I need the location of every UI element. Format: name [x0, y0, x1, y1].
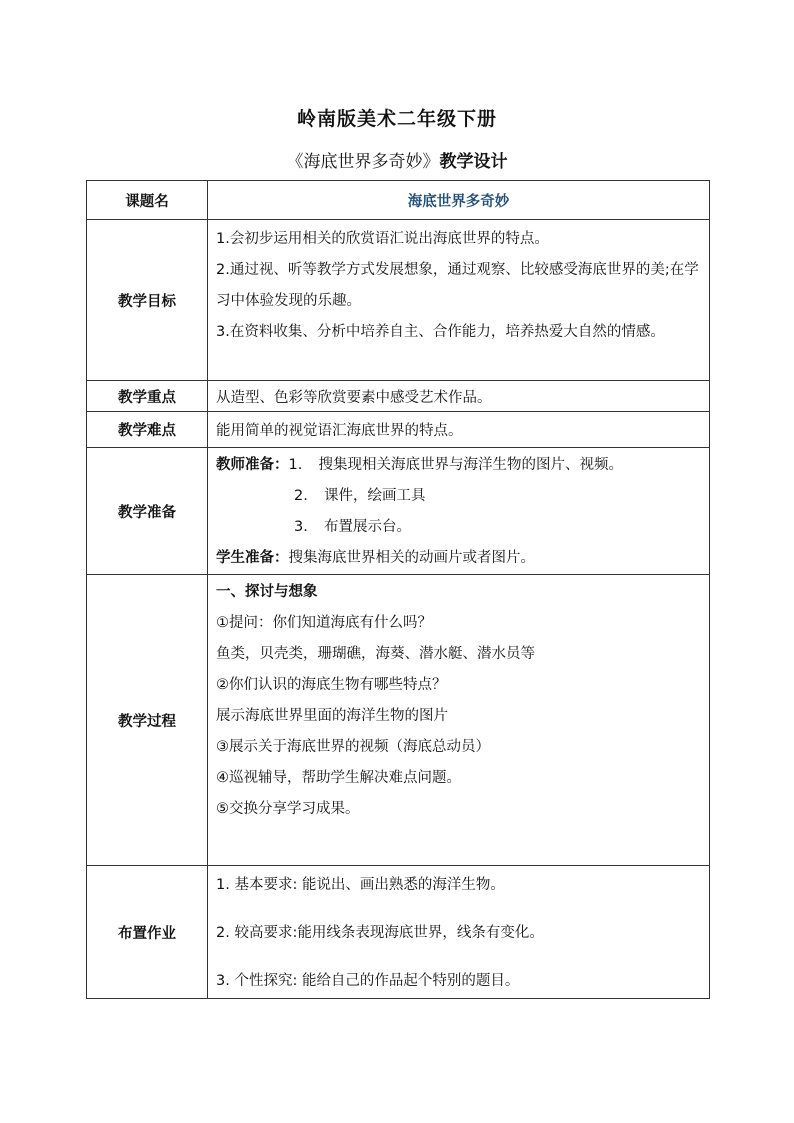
process-line: 展示海底世界里面的海洋生物的图片 [216, 708, 448, 724]
process-line: ③展示关于海底世界的视频（海底总动员） [216, 739, 490, 755]
difficulties-row [87, 412, 710, 448]
process-label: 教学过程 [87, 575, 208, 866]
student-prep-item [216, 543, 701, 574]
teacher-prep-text: 布置展示台。 [324, 519, 411, 535]
objectives-row [87, 220, 710, 381]
teacher-prep-number: 1. [288, 457, 303, 473]
teacher-prep-item [216, 481, 701, 512]
difficulties-label: 教学难点 [87, 412, 208, 448]
teacher-prep-text: 搜集现相关海底世界与海洋生物的图片、视频。 [318, 457, 623, 473]
student-prep-label: 学生准备： [216, 550, 289, 566]
objective-item: 2.通过视、听等教学方式发展想象，通过观察、比较感受海底世界的美;在学习中体验发现的乐趣。 [216, 262, 699, 309]
process-line: 鱼类，贝壳类，珊瑚礁，海葵、潜水艇、潜水员等 [216, 646, 535, 662]
topic-value: 海底世界多奇妙 [208, 181, 710, 220]
student-prep-text: 搜集海底世界相关的动画片或者图片。 [288, 550, 535, 566]
topic-row [87, 181, 710, 220]
objective-item: 1.会初步运用相关的欣赏语汇说出海底世界的特点。 [216, 231, 549, 247]
preparation-label: 教学准备 [87, 448, 208, 575]
teacher-prep-item [216, 512, 701, 543]
process-line: ④巡视辅导，帮助学生解决难点问题。 [216, 770, 461, 786]
teacher-prep-label: 教师准备： [216, 457, 289, 473]
difficulties-text: 能用简单的视觉语汇海底世界的特点。 [216, 423, 463, 439]
preparation-content [208, 448, 710, 575]
teacher-prep-item [216, 450, 701, 481]
process-line: ⑤交换分享学习成果。 [216, 801, 360, 817]
objective-item: 3.在资料收集、分析中培养自主、合作能力，培养热爱大自然的情感。 [216, 324, 665, 340]
key-points-value [208, 381, 710, 412]
homework-label: 布置作业 [87, 866, 208, 999]
teacher-prep-number: 3. [294, 519, 308, 535]
key-points-label: 教学重点 [87, 381, 208, 412]
process-line: ②你们认识的海底生物有哪些特点？ [216, 677, 447, 693]
document-subtitle [0, 147, 794, 172]
topic-label: 课题名 [87, 181, 208, 220]
difficulties-value [208, 412, 710, 448]
homework-row [87, 866, 710, 999]
preparation-row [87, 448, 710, 575]
objectives-content [208, 220, 710, 381]
document-title: 岭南版美术二年级下册 [296, 108, 497, 130]
key-points-row [87, 381, 710, 412]
lesson-title: 《海底世界多奇妙》 [286, 152, 440, 172]
process-row [87, 575, 710, 866]
subtitle-suffix: 教学设计 [439, 152, 508, 172]
homework-item: 1. 基本要求: 能说出、画出熟悉的海洋生物。 [216, 877, 505, 893]
lesson-plan-table [86, 180, 710, 999]
teacher-prep-text: 课件，绘画工具 [324, 488, 426, 504]
objectives-label: 教学目标 [87, 220, 208, 381]
teacher-prep-number: 2. [294, 488, 308, 504]
process-heading: 一、探讨与想象 [216, 584, 318, 600]
homework-item: 3. 个性探究: 能给自己的作品起个特别的题目。 [216, 973, 520, 989]
homework-content [208, 866, 710, 999]
process-content [208, 575, 710, 866]
process-line: ①提问：你们知道海底有什么吗？ [216, 615, 432, 631]
homework-item: 2. 较高要求:能用线条表现海底世界，线条有变化。 [216, 925, 544, 941]
key-points-text: 从造型、色彩等欣赏要素中感受艺术作品。 [216, 389, 492, 406]
